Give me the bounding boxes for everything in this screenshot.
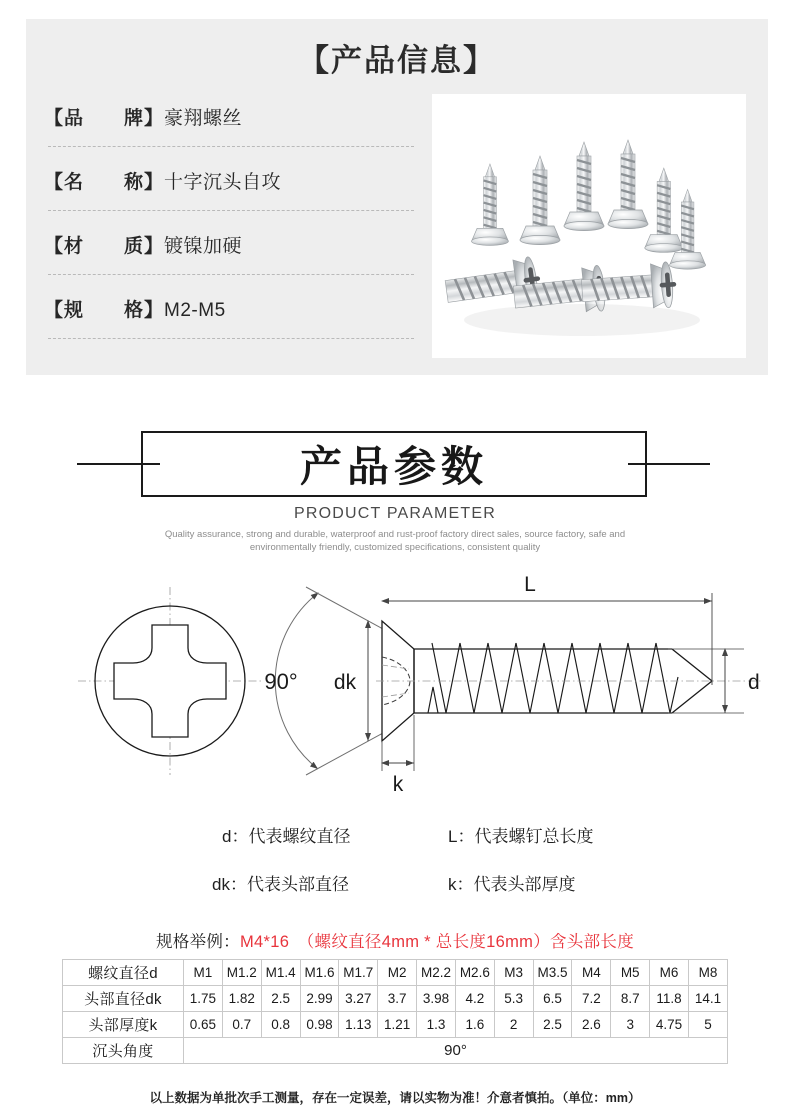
info-row-material (44, 231, 424, 295)
info-row-name-label: 【名 称】 (44, 172, 165, 193)
divider-dashed (48, 146, 414, 147)
k-label: k (392, 773, 404, 796)
phillips-head-topview (78, 587, 262, 775)
table-row-angle (63, 1038, 728, 1064)
info-row-brand (44, 103, 424, 167)
section-title-en: PRODUCT PARAMETER (293, 505, 497, 522)
cell-size: M2.2 (417, 960, 456, 986)
cell-dk: 2.99 (300, 986, 339, 1012)
table-row-sizes (63, 960, 728, 986)
cell-k: 2.5 (533, 1012, 572, 1038)
row-head-head-diameter: 头部直径dk (63, 986, 184, 1012)
product-info-list (44, 103, 424, 359)
cell-k: 0.65 (184, 1012, 223, 1038)
info-row-name-text (44, 167, 424, 200)
info-row-material-value: 镀镍加硬 (164, 236, 243, 257)
info-row-brand-value: 豪翔螺丝 (164, 108, 243, 129)
cell-size: M1.4 (261, 960, 300, 986)
row-head-head-thickness: 头部厚度k (63, 1012, 184, 1038)
cell-dk: 4.2 (455, 986, 494, 1012)
info-row-brand-label: 【品 牌】 (44, 108, 165, 129)
cell-countersunk-angle: 90° (184, 1038, 728, 1064)
section-title-cn: 产品参数 (299, 443, 488, 490)
cell-size: M2.6 (455, 960, 494, 986)
cell-k: 2 (494, 1012, 533, 1038)
product-info-panel (26, 19, 768, 375)
drawing-legend (0, 812, 790, 904)
spec-example-label: 规格举例： (155, 933, 240, 951)
cell-size: M8 (688, 960, 727, 986)
cell-size: M1.6 (300, 960, 339, 986)
technical-drawing (0, 565, 790, 805)
cell-dk: 3.7 (378, 986, 417, 1012)
cell-size: M4 (572, 960, 611, 986)
cell-dk: 5.3 (494, 986, 533, 1012)
info-row-spec-value: M2-M5 (164, 300, 226, 321)
row-head-countersunk-angle: 沉头角度 (63, 1038, 184, 1064)
cell-dk: 1.75 (184, 986, 223, 1012)
spec-example-value: M4*16 （螺纹直径4mm * 总长度16mm）含头部长度 (239, 933, 635, 951)
cell-k: 4.75 (650, 1012, 689, 1038)
info-row-material-label: 【材 质】 (44, 236, 165, 257)
legend-k: k：代表头部厚度 (448, 875, 576, 894)
cell-dk: 3.27 (339, 986, 378, 1012)
cell-k: 0.98 (300, 1012, 339, 1038)
cell-k: 1.6 (455, 1012, 494, 1038)
cell-k: 2.6 (572, 1012, 611, 1038)
cell-k: 1.21 (378, 1012, 417, 1038)
info-row-brand-text (44, 103, 424, 136)
info-row-name (44, 167, 424, 231)
divider-dashed (48, 210, 414, 211)
screw-side-view (264, 573, 762, 796)
table-note: 以上数据为单批次手工测量，存在一定误差，请以实物为准！介意者慎拍。（单位：mm） (149, 1091, 641, 1105)
L-label: L (524, 573, 536, 596)
d-label: d (748, 671, 760, 694)
cell-size: M2 (378, 960, 417, 986)
cell-dk: 11.8 (650, 986, 689, 1012)
cell-k: 3 (611, 1012, 650, 1038)
divider-dashed (48, 274, 414, 275)
legend-dk: dk：代表头部直径 (212, 875, 349, 894)
cell-k: 1.13 (339, 1012, 378, 1038)
divider-dashed (48, 338, 414, 339)
angle-label: 90° (264, 669, 298, 694)
cell-dk: 3.98 (417, 986, 456, 1012)
spec-example (0, 928, 790, 952)
info-row-spec-text (44, 295, 424, 328)
cell-dk: 7.2 (572, 986, 611, 1012)
cell-size: M3 (494, 960, 533, 986)
row-head-thread-diameter: 螺纹直径d (63, 960, 184, 986)
cell-dk: 6.5 (533, 986, 572, 1012)
table-row-head-thickness (63, 1012, 728, 1038)
info-row-spec (44, 295, 424, 359)
info-row-spec-label: 【规 格】 (44, 300, 165, 321)
cell-k: 0.8 (261, 1012, 300, 1038)
spec-table (62, 959, 728, 1064)
cell-k: 5 (688, 1012, 727, 1038)
cell-size: M5 (611, 960, 650, 986)
section-subtitle: Quality assurance, strong and durable, waterproof and rust-proof factory direct sales, source factory, safe and environmentally friendly, customized specifications, consistent quality (164, 529, 626, 553)
cell-size: M1 (184, 960, 223, 986)
dk-label: dk (333, 671, 357, 694)
cell-size: M1.7 (339, 960, 378, 986)
legend-L: L：代表螺钉总长度 (448, 827, 594, 846)
table-row-head-diameter (63, 986, 728, 1012)
cell-k: 0.7 (222, 1012, 261, 1038)
legend-d: d：代表螺纹直径 (222, 827, 351, 846)
cell-size: M3.5 (533, 960, 572, 986)
cell-k: 1.3 (417, 1012, 456, 1038)
product-info-title: 【产品信息】 (298, 43, 496, 78)
cell-dk: 8.7 (611, 986, 650, 1012)
cell-size: M6 (650, 960, 689, 986)
product-parameter-header (0, 425, 790, 565)
cell-dk: 2.5 (261, 986, 300, 1012)
cell-dk: 14.1 (688, 986, 727, 1012)
cell-dk: 1.82 (222, 986, 261, 1012)
product-photo (432, 94, 746, 358)
info-row-name-value: 十字沉头自攻 (164, 172, 282, 193)
info-row-material-text (44, 231, 424, 264)
cell-size: M1.2 (222, 960, 261, 986)
